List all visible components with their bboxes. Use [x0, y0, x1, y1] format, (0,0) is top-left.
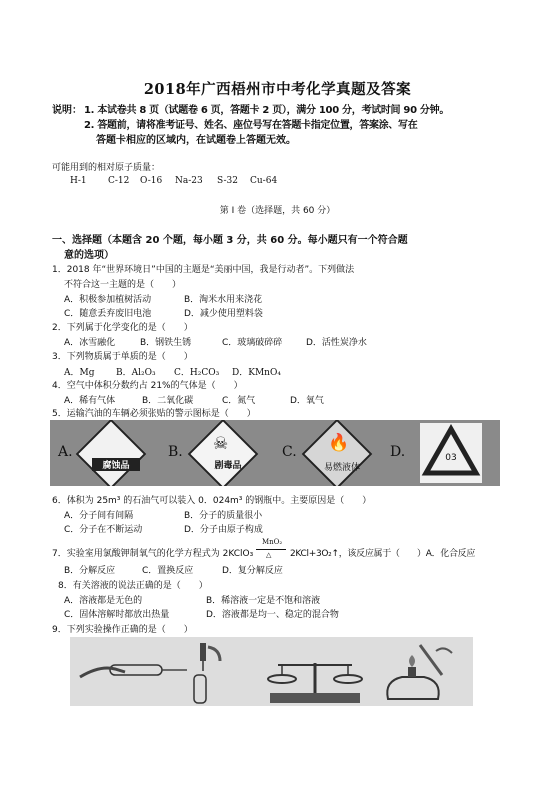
- q6-stem: 6．体积为 25m³ 的石油气可以装入 0．024m³ 的钢瓶中。主要原因是（ ）: [52, 496, 372, 506]
- atomic-mass-c: C-12: [108, 176, 130, 186]
- atomic-mass-o: O-16: [140, 176, 163, 186]
- q6-option-d: D．分子由原子构成: [184, 525, 263, 535]
- notes-line-2: 2. 答题前，请将准考证号、姓名、座位号写在答题卡指定位置，答案涂、写在: [84, 120, 418, 131]
- q7-option-c: C．置换反应: [142, 566, 194, 576]
- test-tube-icon: [80, 665, 187, 677]
- q6-option-c: C．分子在不断运动: [64, 525, 143, 535]
- section-heading: 一、选择题（本题含 20 个题，每小题 3 分，共 60 分。每小题只有一个符合题: [52, 235, 408, 246]
- q5-sign-c-label: 易燃液体: [323, 463, 360, 473]
- q8-option-a: A．溶液都是无色的: [64, 596, 143, 606]
- q3-option-a: A．Mg: [64, 368, 95, 378]
- q8-option-b: B．稀溶液一定是不饱和溶液: [206, 596, 321, 606]
- q1-option-b: B．淘米水用来浇花: [184, 295, 263, 305]
- q8-stem: 8．有关溶液的说法正确的是（ ）: [58, 581, 208, 591]
- notes-lead: 说明：: [52, 105, 82, 116]
- q5-sign-c-caption: C.: [282, 444, 297, 460]
- atomic-mass-cu: Cu-64: [250, 176, 278, 186]
- flame-icon: 🔥: [328, 433, 350, 453]
- q2-option-d: D．活性炭净水: [306, 338, 367, 348]
- q5-sign-d-caption: D.: [390, 444, 406, 460]
- q4-option-b: B．二氧化碳: [142, 396, 194, 406]
- page-title: 2018年广西梧州市中考化学真题及答案: [143, 81, 412, 98]
- section-heading-cont: 意的选项）: [64, 250, 114, 261]
- flammable-sign-icon: [302, 420, 373, 486]
- q2-option-b: B．钢铁生锈: [140, 338, 192, 348]
- volume-heading: 第 Ⅰ 卷（选择题，共 60 分）: [219, 206, 336, 216]
- q7-stem: 7．实验室用氯酸钾制氧气的化学方程式为 2KClO₃: [52, 549, 254, 559]
- skull-icon: ☠: [213, 434, 229, 454]
- q1-stem-cont: 不符合这一主题的是（ ）: [64, 280, 182, 290]
- q9-lab-figure: [70, 637, 473, 706]
- dropper-icon: [194, 643, 220, 703]
- q5-sign-b-caption: B.: [168, 444, 183, 460]
- q6-option-b: B．分子的质量很小: [184, 511, 263, 521]
- q5-sign-a-caption: A.: [58, 444, 73, 460]
- q4-option-a: A．稀有气体: [64, 396, 116, 406]
- notes-line-1: 1. 本试卷共 8 页（试题卷 6 页，答题卡 2 页），满分 100 分，考试时间 90 分钟。: [84, 105, 450, 116]
- q9-stem: 9．下列实验操作正确的是（ ）: [52, 625, 193, 635]
- q7-option-d: D．复分解反应: [222, 566, 283, 576]
- corrosive-sign-icon: [76, 420, 147, 486]
- q7-heat-symbol: △: [266, 551, 272, 559]
- q2-stem: 2．下列属于化学变化的是（ ）: [52, 323, 193, 333]
- atomic-mass-h: H-1: [70, 176, 87, 186]
- q3-option-c: C．H₂CO₃: [174, 368, 220, 378]
- q8-option-d: D．溶液都是均一、稳定的混合物: [206, 610, 339, 620]
- atomic-mass-label: 可能用到的相对原子质量：: [52, 163, 161, 173]
- balance-scale-icon: [268, 663, 362, 703]
- q3-option-d: D．KMnO₄: [232, 368, 281, 378]
- q5-stem: 5．运输汽油的车辆必须张贴的警示图标是（ ）: [52, 409, 256, 419]
- q4-option-d: D．氧气: [290, 396, 324, 406]
- q3-stem: 3．下列物质属于单质的是（ ）: [52, 352, 193, 362]
- q4-option-c: C．氮气: [222, 396, 256, 406]
- q2-option-a: A．冰雪融化: [64, 338, 116, 348]
- alcohol-lamp-icon: [387, 645, 452, 699]
- q1-option-c: C．随意丢弃废旧电池: [64, 309, 152, 319]
- q5-sign-b-label: 剧毒品: [214, 461, 242, 471]
- q7-option-b: B．分解反应: [64, 566, 116, 576]
- q1-stem: 1．2018 年“世界环境日”中国的主题是“美丽中国，我是行动者”。下列做法: [52, 265, 355, 275]
- atomic-mass-list: [70, 176, 277, 186]
- q7-catalyst: MnO₂: [262, 538, 283, 546]
- q4-stem: 4．空气中体积分数约占 21%的气体是（ ）: [52, 381, 243, 391]
- q2-option-c: C．玻璃破碎碎: [222, 338, 283, 348]
- q1-option-a: A．积极参加植树活动: [64, 295, 152, 305]
- q5-sign-d-label: 03: [445, 453, 457, 463]
- q8-option-c: C．固体溶解时都放出热量: [64, 610, 170, 620]
- q7-stem-cont: 2KCl+3O₂↑，该反应属于（ ）A．化合反应: [290, 549, 476, 559]
- q5-sign-a-label: 腐蚀品: [92, 458, 140, 471]
- q3-option-b: B．Al₂O₃: [116, 368, 156, 378]
- q5-sign-figure: [50, 420, 500, 486]
- notes-line-3: 答题卡相应的区域内，在试题卷上答题无效。: [96, 135, 296, 146]
- atomic-mass-s: S-32: [217, 176, 238, 186]
- q1-option-d: D．减少使用塑料袋: [184, 309, 263, 319]
- q6-option-a: A．分子间有间隔: [64, 511, 134, 521]
- atomic-mass-na: Na-23: [175, 176, 203, 186]
- q7-arrow-line: [256, 549, 286, 550]
